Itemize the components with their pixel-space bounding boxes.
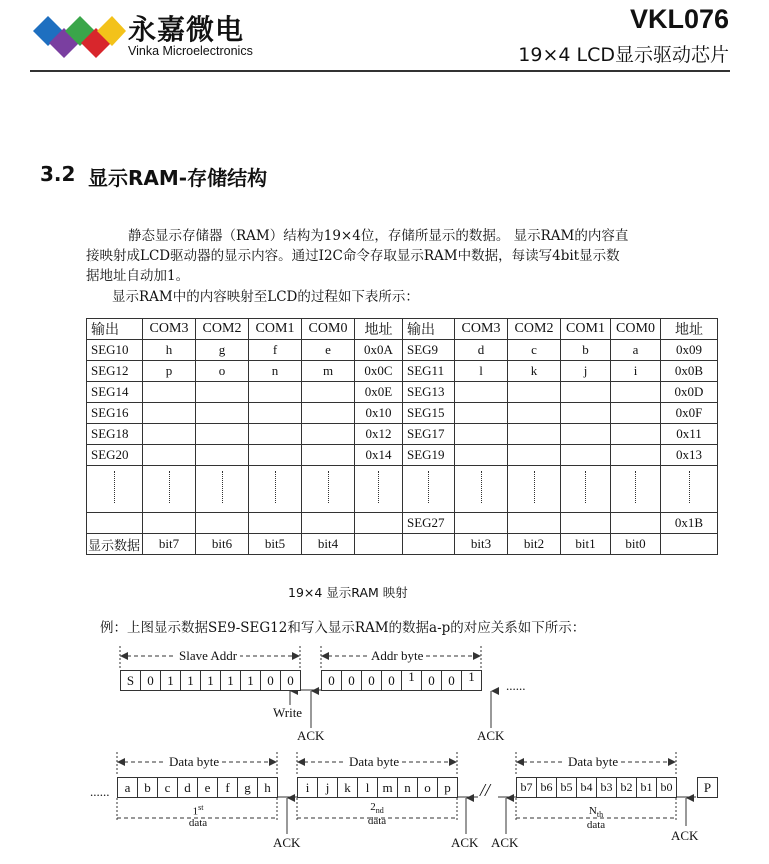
ellipsis-row1: ...... bbox=[506, 678, 526, 693]
table-cell: bit6 bbox=[196, 534, 249, 555]
data-bit: d bbox=[177, 777, 198, 798]
table-cell: SEG14 bbox=[87, 382, 143, 403]
paragraph-line-4: 显示RAM中的内容映射至LCD的过程如下表所示： bbox=[112, 289, 419, 305]
table-cell: b bbox=[561, 340, 611, 361]
table-cell: SEG10 bbox=[87, 340, 143, 361]
ack-label: ACK bbox=[273, 835, 301, 850]
addr-bit: 0 bbox=[321, 670, 342, 691]
table-cell: 0x12 bbox=[355, 424, 403, 445]
table-cell: o bbox=[196, 361, 249, 382]
addr-bit: 1 bbox=[401, 670, 422, 691]
header-cell: COM2 bbox=[196, 319, 249, 340]
slave-bit: 1 bbox=[180, 670, 201, 691]
data-bit: h bbox=[257, 777, 278, 798]
ack-label: ACK bbox=[451, 835, 479, 850]
table-cell: 0x0D bbox=[661, 382, 718, 403]
data-bit: c bbox=[157, 777, 178, 798]
stop-bit: P bbox=[697, 777, 718, 798]
data-bit: b bbox=[137, 777, 158, 798]
header-cell: COM1 bbox=[249, 319, 302, 340]
table-cell: SEG9 bbox=[403, 340, 455, 361]
addr-bit: 0 bbox=[381, 670, 402, 691]
ack-label: ACK bbox=[297, 728, 325, 743]
header-cell: COM0 bbox=[302, 319, 355, 340]
table-cell: bit5 bbox=[249, 534, 302, 555]
slave-bit: 0 bbox=[260, 670, 281, 691]
data-bit: f bbox=[217, 777, 238, 798]
addr-bit: 0 bbox=[341, 670, 362, 691]
slave-bit: 1 bbox=[240, 670, 261, 691]
ellipsis-row2: ...... bbox=[90, 784, 110, 799]
table-cell: bit4 bbox=[302, 534, 355, 555]
write-label: Write bbox=[273, 705, 303, 720]
table-cell: bit3 bbox=[455, 534, 508, 555]
table-cell: f bbox=[249, 340, 302, 361]
addr-bit: 1 bbox=[461, 670, 482, 691]
table-cell: n bbox=[249, 361, 302, 382]
nth-data-label bbox=[578, 806, 614, 831]
table-cell: 0x11 bbox=[661, 424, 718, 445]
header-cell: COM0 bbox=[611, 319, 661, 340]
table-cell: g bbox=[196, 340, 249, 361]
header-cell: 地址 bbox=[661, 319, 718, 340]
table-cell: a bbox=[611, 340, 661, 361]
table-cell: bit2 bbox=[508, 534, 561, 555]
data-byte-label: Data byte bbox=[166, 754, 222, 770]
data-bit: i bbox=[297, 777, 318, 798]
table-cell: 0x13 bbox=[661, 445, 718, 466]
first-data-label bbox=[180, 802, 216, 829]
table-cell: bit7 bbox=[143, 534, 196, 555]
company-name-cn: 永嘉微电 bbox=[128, 13, 245, 46]
data-bit: e bbox=[197, 777, 218, 798]
table-cell: h bbox=[143, 340, 196, 361]
table-cell: 0x09 bbox=[661, 340, 718, 361]
data-word: data bbox=[586, 819, 606, 832]
data-bit: o bbox=[417, 777, 438, 798]
data-bit: b7 bbox=[516, 777, 537, 798]
section-title: 显示RAM-存储结构 bbox=[88, 166, 268, 190]
header-cell: 输出 bbox=[87, 319, 143, 340]
table-cell: c bbox=[508, 340, 561, 361]
paragraph-line-1: 静态显示存储器（RAM）结构为19×4位，存储所显示的数据。 显示RAM的内容直 bbox=[128, 228, 629, 244]
ordinal-number: 1 bbox=[192, 805, 199, 818]
table-cell: e bbox=[302, 340, 355, 361]
second-data-label bbox=[359, 802, 395, 827]
table-cell: 0x0F bbox=[661, 403, 718, 424]
table-cell: SEG18 bbox=[87, 424, 143, 445]
table-cell: SEG19 bbox=[403, 445, 455, 466]
header-cell: 地址 bbox=[355, 319, 403, 340]
slave-bit: 0 bbox=[280, 670, 301, 691]
table-cell: j bbox=[561, 361, 611, 382]
header-cell: COM1 bbox=[561, 319, 611, 340]
table-cell: SEG16 bbox=[87, 403, 143, 424]
data-byte-label: Data byte bbox=[346, 754, 402, 770]
table-cell: k bbox=[508, 361, 561, 382]
slave-bit: 1 bbox=[200, 670, 221, 691]
table-cell: bit1 bbox=[561, 534, 611, 555]
table-cell: 0x0A bbox=[355, 340, 403, 361]
addr-bit: 0 bbox=[421, 670, 442, 691]
data-bit: j bbox=[317, 777, 338, 798]
table-cell: 0x0B bbox=[661, 361, 718, 382]
table-cell: SEG12 bbox=[87, 361, 143, 382]
data-word: data bbox=[188, 816, 208, 829]
slave-bit: 0 bbox=[140, 670, 161, 691]
table-cell: 0x0C bbox=[355, 361, 403, 382]
data-bit: b5 bbox=[556, 777, 577, 798]
addr-byte-label: Addr byte bbox=[368, 648, 426, 664]
slave-bit: 1 bbox=[160, 670, 181, 691]
table-cell: SEG15 bbox=[403, 403, 455, 424]
header-cell: 输出 bbox=[403, 319, 455, 340]
table-cell: 显示数据 bbox=[87, 534, 143, 555]
table-caption: 19×4 显示RAM 映射 bbox=[288, 585, 408, 600]
chip-subtitle: 19×4 LCD显示驱动芯片 bbox=[518, 44, 729, 66]
data-bit: b1 bbox=[636, 777, 657, 798]
data-bit: m bbox=[377, 777, 398, 798]
header-cell: COM3 bbox=[455, 319, 508, 340]
ordinal-suffix: nd bbox=[375, 806, 384, 816]
table-cell: 0x0E bbox=[355, 382, 403, 403]
ack-label: ACK bbox=[491, 835, 519, 850]
data-bit: b2 bbox=[616, 777, 637, 798]
table-cell: m bbox=[302, 361, 355, 382]
table-cell: SEG13 bbox=[403, 382, 455, 403]
table-cell: SEG11 bbox=[403, 361, 455, 382]
data-bit: a bbox=[117, 777, 138, 798]
table-cell: 0x14 bbox=[355, 445, 403, 466]
table-cell: SEG17 bbox=[403, 424, 455, 445]
table-cell: p bbox=[143, 361, 196, 382]
slave-bit: 1 bbox=[220, 670, 241, 691]
ack-label: ACK bbox=[671, 828, 699, 843]
data-bit: l bbox=[357, 777, 378, 798]
chip-name: VKL076 bbox=[629, 4, 729, 34]
break-mark: // bbox=[480, 780, 491, 800]
table-cell: SEG20 bbox=[87, 445, 143, 466]
data-byte-label: Data byte bbox=[565, 754, 621, 770]
table-cell: d bbox=[455, 340, 508, 361]
data-word: data bbox=[367, 815, 387, 828]
data-bit: b4 bbox=[576, 777, 597, 798]
table-cell: 0x10 bbox=[355, 403, 403, 424]
slave-addr-label: Slave Addr bbox=[176, 648, 240, 664]
company-name-en: Vinka Microelectronics bbox=[128, 44, 253, 58]
table-cell: l bbox=[455, 361, 508, 382]
ack-label: ACK bbox=[477, 728, 505, 743]
slave-bit: S bbox=[120, 670, 141, 691]
addr-bit: 0 bbox=[441, 670, 462, 691]
section-number: 3.2 bbox=[40, 162, 76, 186]
data-bit: k bbox=[337, 777, 358, 798]
table-cell: SEG27 bbox=[403, 513, 455, 534]
table-cell: i bbox=[611, 361, 661, 382]
data-bit: b0 bbox=[656, 777, 677, 798]
ordinal-suffix: st bbox=[198, 803, 204, 812]
example-text: 例：上图显示数据SE9-SEG12和写入显示RAM的数据a-p的对应关系如下所示： bbox=[100, 620, 586, 636]
data-bit: g bbox=[237, 777, 258, 798]
data-bit: n bbox=[397, 777, 418, 798]
header-cell: COM3 bbox=[143, 319, 196, 340]
paragraph-line-3: 据地址自动加1。 bbox=[86, 268, 190, 284]
data-bit: b3 bbox=[596, 777, 617, 798]
data-bit: b6 bbox=[536, 777, 557, 798]
ordinal-number: N bbox=[588, 805, 597, 817]
ordinal-number: 2 bbox=[370, 801, 376, 813]
addr-bit: 0 bbox=[361, 670, 382, 691]
header-cell: COM2 bbox=[508, 319, 561, 340]
ordinal-suffix: th bbox=[596, 810, 604, 820]
table-cell: bit0 bbox=[611, 534, 661, 555]
table-cell: 0x1B bbox=[661, 513, 718, 534]
paragraph-line-2: 接映射成LCD驱动器的显示内容。通过I2C命令存取显示RAM中数据，每读写4bit显示数 bbox=[86, 248, 620, 264]
data-bit: p bbox=[437, 777, 458, 798]
